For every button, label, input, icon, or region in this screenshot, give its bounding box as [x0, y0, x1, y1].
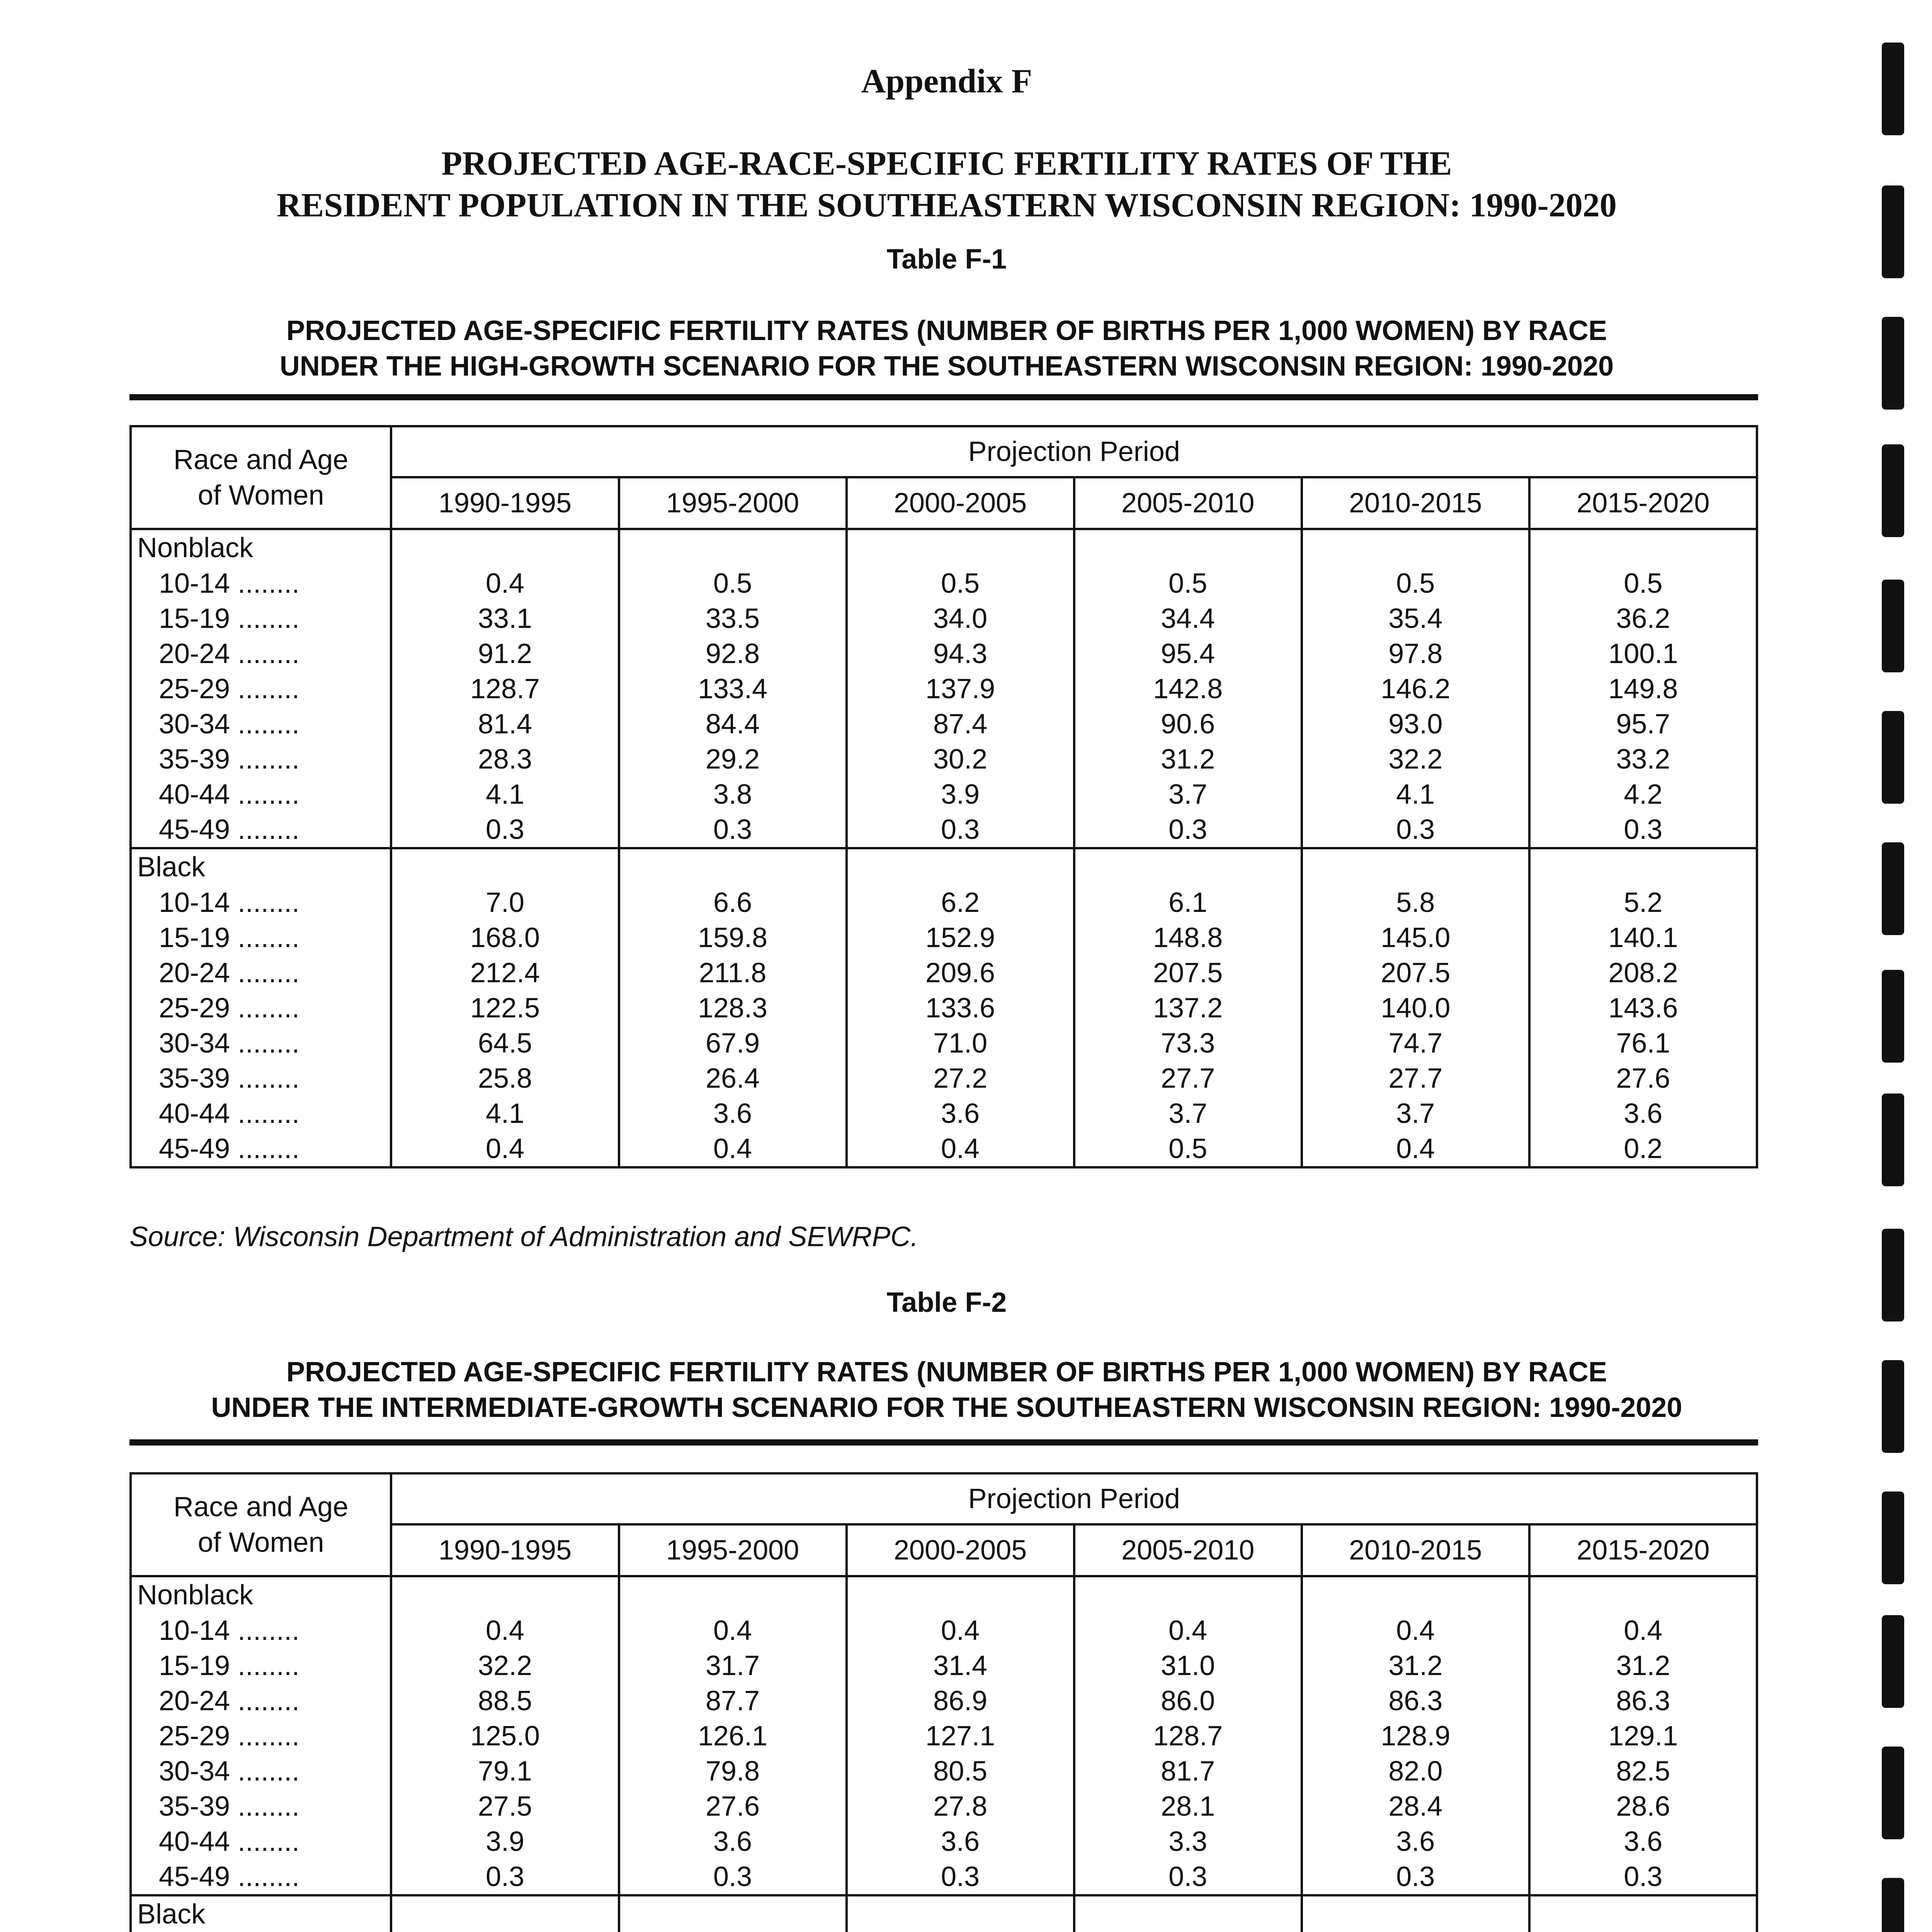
binder-tab-mark: [1882, 444, 1904, 537]
rate-cell: 122.5: [391, 990, 619, 1026]
rate-cell: 94.3: [847, 636, 1074, 671]
rate-cell: 88.5: [391, 1683, 619, 1718]
column-header: 2000-2005: [847, 1524, 1074, 1576]
table-row: [131, 777, 1757, 812]
rate-cell: 129.1: [1529, 1718, 1757, 1753]
binder-tab-mark: [1882, 711, 1904, 804]
age-group-label: 35-39 ........: [131, 742, 391, 777]
rate-cell: 34.0: [847, 601, 1074, 636]
rate-cell: 0.4: [1074, 1613, 1302, 1648]
table-row: [131, 566, 1757, 601]
rate-cell: 0.3: [847, 812, 1074, 848]
rate-cell: 5.8: [1302, 885, 1529, 920]
rate-cell: 149.8: [1529, 671, 1757, 706]
age-group-label: 15-19 ........: [131, 601, 391, 636]
rate-cell: 29.2: [619, 742, 847, 777]
rate-cell: 64.5: [391, 1026, 619, 1061]
rate-cell: 3.6: [847, 1824, 1074, 1859]
rate-cell: 0.4: [1302, 1613, 1529, 1648]
rate-cell: 209.6: [847, 955, 1074, 990]
rate-cell: 27.7: [1302, 1061, 1529, 1096]
table-row: [131, 1096, 1757, 1131]
table-f2-caption-line-2: UNDER THE INTERMEDIATE-GROWTH SCENARIO FOR THE SOUTHEASTERN WISCONSIN REGION: 1990-2020: [211, 1392, 1682, 1423]
rate-cell: 79.8: [619, 1753, 847, 1789]
stub-header-line-2: of Women: [197, 480, 324, 511]
table-row: [131, 1718, 1757, 1753]
table-f2: [129, 1472, 1758, 1932]
age-group-label: 20-24 ........: [131, 636, 391, 671]
rate-cell: 0.3: [1302, 812, 1529, 848]
rate-cell: 86.9: [847, 1683, 1074, 1718]
rate-cell: 31.4: [847, 1648, 1074, 1683]
rate-cell: 133.4: [619, 671, 847, 706]
rate-cell: 212.4: [391, 955, 619, 990]
table-f1-caption: [0, 313, 1893, 384]
rate-cell: 148.8: [1074, 920, 1302, 955]
rate-cell: 34.4: [1074, 601, 1302, 636]
rate-cell: 3.6: [1302, 1824, 1529, 1859]
age-group-label: 45-49 ........: [131, 812, 391, 848]
rate-cell: 4.1: [1302, 777, 1529, 812]
age-group-label: 30-34 ........: [131, 1753, 391, 1789]
column-header: 1990-1995: [391, 477, 619, 529]
rate-cell: 140.0: [1302, 990, 1529, 1026]
rate-cell: 27.5: [391, 1789, 619, 1824]
age-group-label: 10-14 ........: [131, 566, 391, 601]
stub-header: [131, 1473, 391, 1576]
age-group-label: 15-19 ........: [131, 920, 391, 955]
empty-cell: [1302, 1895, 1529, 1932]
table-row: [131, 812, 1757, 848]
table-row: [131, 636, 1757, 671]
age-group-label: 30-34 ........: [131, 1026, 391, 1061]
binder-tab-mark: [1882, 185, 1904, 278]
empty-cell: [1529, 1895, 1757, 1932]
rate-cell: 3.6: [1529, 1824, 1757, 1859]
page-title-line-2: RESIDENT POPULATION IN THE SOUTHEASTERN WISCONSIN REGION: 1990-2020: [277, 187, 1617, 224]
rate-cell: 0.3: [1074, 1859, 1302, 1895]
rate-cell: 0.3: [391, 812, 619, 848]
rate-cell: 0.5: [1529, 566, 1757, 601]
rate-cell: 33.2: [1529, 742, 1757, 777]
rate-cell: 90.6: [1074, 706, 1302, 742]
rate-cell: 93.0: [1302, 706, 1529, 742]
empty-cell: [1302, 1576, 1529, 1613]
rate-cell: 152.9: [847, 920, 1074, 955]
rate-cell: 33.5: [619, 601, 847, 636]
rate-cell: 3.3: [1074, 1824, 1302, 1859]
table-row: [131, 885, 1757, 920]
rate-cell: 74.7: [1302, 1026, 1529, 1061]
binder-tab-mark: [1882, 1747, 1904, 1839]
table-f1-top-rule: [129, 394, 1758, 400]
age-group-label: 40-44 ........: [131, 1824, 391, 1859]
projection-period-header: Projection Period: [391, 1473, 1757, 1524]
rate-cell: 0.3: [847, 1859, 1074, 1895]
rate-cell: 0.5: [1074, 566, 1302, 601]
age-group-label: 45-49 ........: [131, 1859, 391, 1895]
age-group-label: 35-39 ........: [131, 1061, 391, 1096]
rate-cell: 27.6: [1529, 1061, 1757, 1096]
age-group-label: 10-14 ........: [131, 1613, 391, 1648]
empty-cell: [1529, 1576, 1757, 1613]
rate-cell: 82.0: [1302, 1753, 1529, 1789]
binder-tab-mark: [1882, 1360, 1904, 1453]
empty-cell: [847, 1895, 1074, 1932]
empty-cell: [1074, 1576, 1302, 1613]
rate-cell: 142.8: [1074, 671, 1302, 706]
table-row: [131, 1026, 1757, 1061]
rate-cell: 27.6: [619, 1789, 847, 1824]
rate-cell: 3.8: [619, 777, 847, 812]
rate-cell: 128.9: [1302, 1718, 1529, 1753]
rate-cell: 79.1: [391, 1753, 619, 1789]
table-row: [131, 1648, 1757, 1683]
rate-cell: 25.8: [391, 1061, 619, 1096]
rate-cell: 3.9: [391, 1824, 619, 1859]
page-title-line-1: PROJECTED AGE-RACE-SPECIFIC FERTILITY RATES OF THE: [441, 145, 1452, 182]
group-label: Black: [131, 1895, 391, 1932]
empty-cell: [847, 1576, 1074, 1613]
rate-cell: 6.6: [619, 885, 847, 920]
rate-cell: 127.1: [847, 1718, 1074, 1753]
rate-cell: 27.7: [1074, 1061, 1302, 1096]
age-group-label: 35-39 ........: [131, 1789, 391, 1824]
rate-cell: 4.2: [1529, 777, 1757, 812]
empty-cell: [619, 1895, 847, 1932]
empty-cell: [1529, 529, 1757, 566]
rate-cell: 84.4: [619, 706, 847, 742]
table-f1-source: Source: Wisconsin Department of Administration and SEWRPC.: [129, 1221, 918, 1252]
table-f2-caption: [0, 1354, 1893, 1425]
rate-cell: 143.6: [1529, 990, 1757, 1026]
rate-cell: 0.4: [1302, 1131, 1529, 1167]
rate-cell: 95.7: [1529, 706, 1757, 742]
table-row: [131, 990, 1757, 1026]
table-row: [131, 1824, 1757, 1859]
table-row: [131, 920, 1757, 955]
empty-cell: [847, 529, 1074, 566]
rate-cell: 3.7: [1302, 1096, 1529, 1131]
rate-cell: 95.4: [1074, 636, 1302, 671]
table-row: [131, 601, 1757, 636]
table-row: [131, 1061, 1757, 1096]
stub-header-line-1: Race and Age: [173, 1492, 349, 1522]
age-group-label: 30-34 ........: [131, 706, 391, 742]
table-row: [131, 742, 1757, 777]
rate-cell: 31.2: [1302, 1648, 1529, 1683]
rate-cell: 6.1: [1074, 885, 1302, 920]
rate-cell: 28.3: [391, 742, 619, 777]
rate-cell: 207.5: [1302, 955, 1529, 990]
rate-cell: 140.1: [1529, 920, 1757, 955]
rate-cell: 0.4: [1529, 1613, 1757, 1648]
rate-cell: 0.5: [847, 566, 1074, 601]
empty-cell: [391, 1576, 619, 1613]
empty-cell: [1302, 529, 1529, 566]
rate-cell: 137.2: [1074, 990, 1302, 1026]
age-group-label: 25-29 ........: [131, 990, 391, 1026]
table-f1: [129, 425, 1758, 1168]
rate-cell: 33.1: [391, 601, 619, 636]
binder-tab-mark: [1882, 970, 1904, 1063]
appendix-heading: Appendix F: [861, 63, 1032, 100]
table-f2-top-rule: [129, 1439, 1758, 1446]
rate-cell: 3.7: [1074, 777, 1302, 812]
empty-cell: [1074, 848, 1302, 885]
rate-cell: 81.4: [391, 706, 619, 742]
table-f1-caption-line-1: PROJECTED AGE-SPECIFIC FERTILITY RATES (NUMBER OF BIRTHS PER 1,000 WOMEN) BY RACE: [286, 315, 1607, 346]
rate-cell: 3.6: [619, 1096, 847, 1131]
rate-cell: 97.8: [1302, 636, 1529, 671]
rate-cell: 31.2: [1529, 1648, 1757, 1683]
rate-cell: 159.8: [619, 920, 847, 955]
age-group-label: 40-44 ........: [131, 777, 391, 812]
rate-cell: 31.7: [619, 1648, 847, 1683]
rate-cell: 0.5: [1074, 1131, 1302, 1167]
rate-cell: 87.4: [847, 706, 1074, 742]
rate-cell: 87.7: [619, 1683, 847, 1718]
column-header: 1990-1995: [391, 1524, 619, 1576]
empty-cell: [1074, 529, 1302, 566]
binder-tab-mark: [1882, 317, 1904, 410]
column-header: 1995-2000: [619, 1524, 847, 1576]
rate-cell: 76.1: [1529, 1026, 1757, 1061]
table-f1-caption-line-2: UNDER THE HIGH-GROWTH SCENARIO FOR THE SOUTHEASTERN WISCONSIN REGION: 1990-2020: [279, 351, 1614, 382]
column-header: 1995-2000: [619, 477, 847, 529]
rate-cell: 128.7: [1074, 1718, 1302, 1753]
rate-cell: 27.8: [847, 1789, 1074, 1824]
column-header: 2010-2015: [1302, 477, 1529, 529]
rate-cell: 0.3: [1074, 812, 1302, 848]
age-group-label: 20-24 ........: [131, 955, 391, 990]
table-f2-caption-line-1: PROJECTED AGE-SPECIFIC FERTILITY RATES (NUMBER OF BIRTHS PER 1,000 WOMEN) BY RACE: [286, 1357, 1607, 1388]
table-row: [131, 1859, 1757, 1895]
page-title: [0, 143, 1893, 226]
rate-cell: 0.4: [619, 1131, 847, 1167]
table-row: [131, 1613, 1757, 1648]
group-label: Nonblack: [131, 1576, 391, 1613]
stub-header-line-1: Race and Age: [173, 444, 349, 475]
rate-cell: 0.4: [619, 1613, 847, 1648]
rate-cell: 146.2: [1302, 671, 1529, 706]
rate-cell: 0.4: [847, 1613, 1074, 1648]
rate-cell: 145.0: [1302, 920, 1529, 955]
table-row: [131, 1753, 1757, 1789]
rate-cell: 26.4: [619, 1061, 847, 1096]
rate-cell: 0.3: [619, 812, 847, 848]
rate-cell: 0.4: [391, 1613, 619, 1648]
binder-tab-mark: [1882, 1878, 1904, 1932]
table-row: [131, 1683, 1757, 1718]
rate-cell: 86.3: [1529, 1683, 1757, 1718]
rate-cell: 4.1: [391, 1096, 619, 1131]
rate-cell: 92.8: [619, 636, 847, 671]
age-group-label: 20-24 ........: [131, 1683, 391, 1718]
table-row: [131, 706, 1757, 742]
column-header: 2015-2020: [1529, 1524, 1757, 1576]
column-header: 2005-2010: [1074, 1524, 1302, 1576]
rate-cell: 0.3: [1302, 1859, 1529, 1895]
rate-cell: 28.6: [1529, 1789, 1757, 1824]
rate-cell: 3.6: [619, 1824, 847, 1859]
rate-cell: 125.0: [391, 1718, 619, 1753]
binder-tab-mark: [1882, 1492, 1904, 1584]
empty-cell: [1074, 1895, 1302, 1932]
rate-cell: 6.2: [847, 885, 1074, 920]
binder-tab-mark: [1882, 1615, 1904, 1708]
rate-cell: 0.4: [847, 1131, 1074, 1167]
table-row: [131, 671, 1757, 706]
empty-cell: [1302, 848, 1529, 885]
rate-cell: 211.8: [619, 955, 847, 990]
column-header: 2015-2020: [1529, 477, 1757, 529]
rate-cell: 3.9: [847, 777, 1074, 812]
rate-cell: 28.1: [1074, 1789, 1302, 1824]
empty-cell: [391, 529, 619, 566]
group-label: Black: [131, 848, 391, 885]
rate-cell: 81.7: [1074, 1753, 1302, 1789]
empty-cell: [1529, 848, 1757, 885]
table-f2-label: Table F-2: [886, 1287, 1007, 1318]
rate-cell: 207.5: [1074, 955, 1302, 990]
rate-cell: 128.3: [619, 990, 847, 1026]
rate-cell: 128.7: [391, 671, 619, 706]
rate-cell: 0.3: [1529, 812, 1757, 848]
empty-cell: [847, 848, 1074, 885]
rate-cell: 100.1: [1529, 636, 1757, 671]
rate-cell: 0.2: [1529, 1131, 1757, 1167]
rate-cell: 28.4: [1302, 1789, 1529, 1824]
rate-cell: 0.5: [1302, 566, 1529, 601]
binder-tab-mark: [1882, 1094, 1904, 1186]
age-group-label: 15-19 ........: [131, 1648, 391, 1683]
rate-cell: 137.9: [847, 671, 1074, 706]
rate-cell: 4.1: [391, 777, 619, 812]
rate-cell: 36.2: [1529, 601, 1757, 636]
rate-cell: 0.4: [391, 566, 619, 601]
group-label: Nonblack: [131, 529, 391, 566]
column-header: 2005-2010: [1074, 477, 1302, 529]
rate-cell: 208.2: [1529, 955, 1757, 990]
rate-cell: 73.3: [1074, 1026, 1302, 1061]
rate-cell: 31.2: [1074, 742, 1302, 777]
rate-cell: 67.9: [619, 1026, 847, 1061]
rate-cell: 80.5: [847, 1753, 1074, 1789]
rate-cell: 3.6: [1529, 1096, 1757, 1131]
rate-cell: 168.0: [391, 920, 619, 955]
binder-tab-mark: [1882, 580, 1904, 672]
rate-cell: 3.7: [1074, 1096, 1302, 1131]
age-group-label: 40-44 ........: [131, 1096, 391, 1131]
empty-cell: [391, 848, 619, 885]
rate-cell: 31.0: [1074, 1648, 1302, 1683]
rate-cell: 3.6: [847, 1096, 1074, 1131]
rate-cell: 91.2: [391, 636, 619, 671]
table-f1-label: Table F-1: [886, 244, 1007, 275]
rate-cell: 32.2: [1302, 742, 1529, 777]
binder-tab-mark: [1882, 43, 1904, 135]
table-row: [131, 955, 1757, 990]
rate-cell: 7.0: [391, 885, 619, 920]
rate-cell: 5.2: [1529, 885, 1757, 920]
rate-cell: 35.4: [1302, 601, 1529, 636]
projection-period-header: Projection Period: [391, 426, 1757, 477]
age-group-label: 10-14 ........: [131, 885, 391, 920]
rate-cell: 30.2: [847, 742, 1074, 777]
column-header: 2010-2015: [1302, 1524, 1529, 1576]
table-row: [131, 1131, 1757, 1167]
rate-cell: 133.6: [847, 990, 1074, 1026]
empty-cell: [391, 1895, 619, 1932]
empty-cell: [619, 1576, 847, 1613]
rate-cell: 27.2: [847, 1061, 1074, 1096]
age-group-label: 25-29 ........: [131, 1718, 391, 1753]
column-header: 2000-2005: [847, 477, 1074, 529]
rate-cell: 86.0: [1074, 1683, 1302, 1718]
rate-cell: 0.3: [1529, 1859, 1757, 1895]
age-group-label: 25-29 ........: [131, 671, 391, 706]
empty-cell: [619, 848, 847, 885]
rate-cell: 86.3: [1302, 1683, 1529, 1718]
rate-cell: 32.2: [391, 1648, 619, 1683]
rate-cell: 0.4: [391, 1131, 619, 1167]
rate-cell: 0.3: [391, 1859, 619, 1895]
rate-cell: 0.5: [619, 566, 847, 601]
age-group-label: 45-49 ........: [131, 1131, 391, 1167]
rate-cell: 82.5: [1529, 1753, 1757, 1789]
stub-header: [131, 426, 391, 529]
rate-cell: 0.3: [619, 1859, 847, 1895]
rate-cell: 71.0: [847, 1026, 1074, 1061]
binder-tab-mark: [1882, 842, 1904, 935]
stub-header-line-2: of Women: [197, 1527, 324, 1558]
rate-cell: 126.1: [619, 1718, 847, 1753]
table-row: [131, 1789, 1757, 1824]
binder-tab-mark: [1882, 1229, 1904, 1321]
empty-cell: [619, 529, 847, 566]
